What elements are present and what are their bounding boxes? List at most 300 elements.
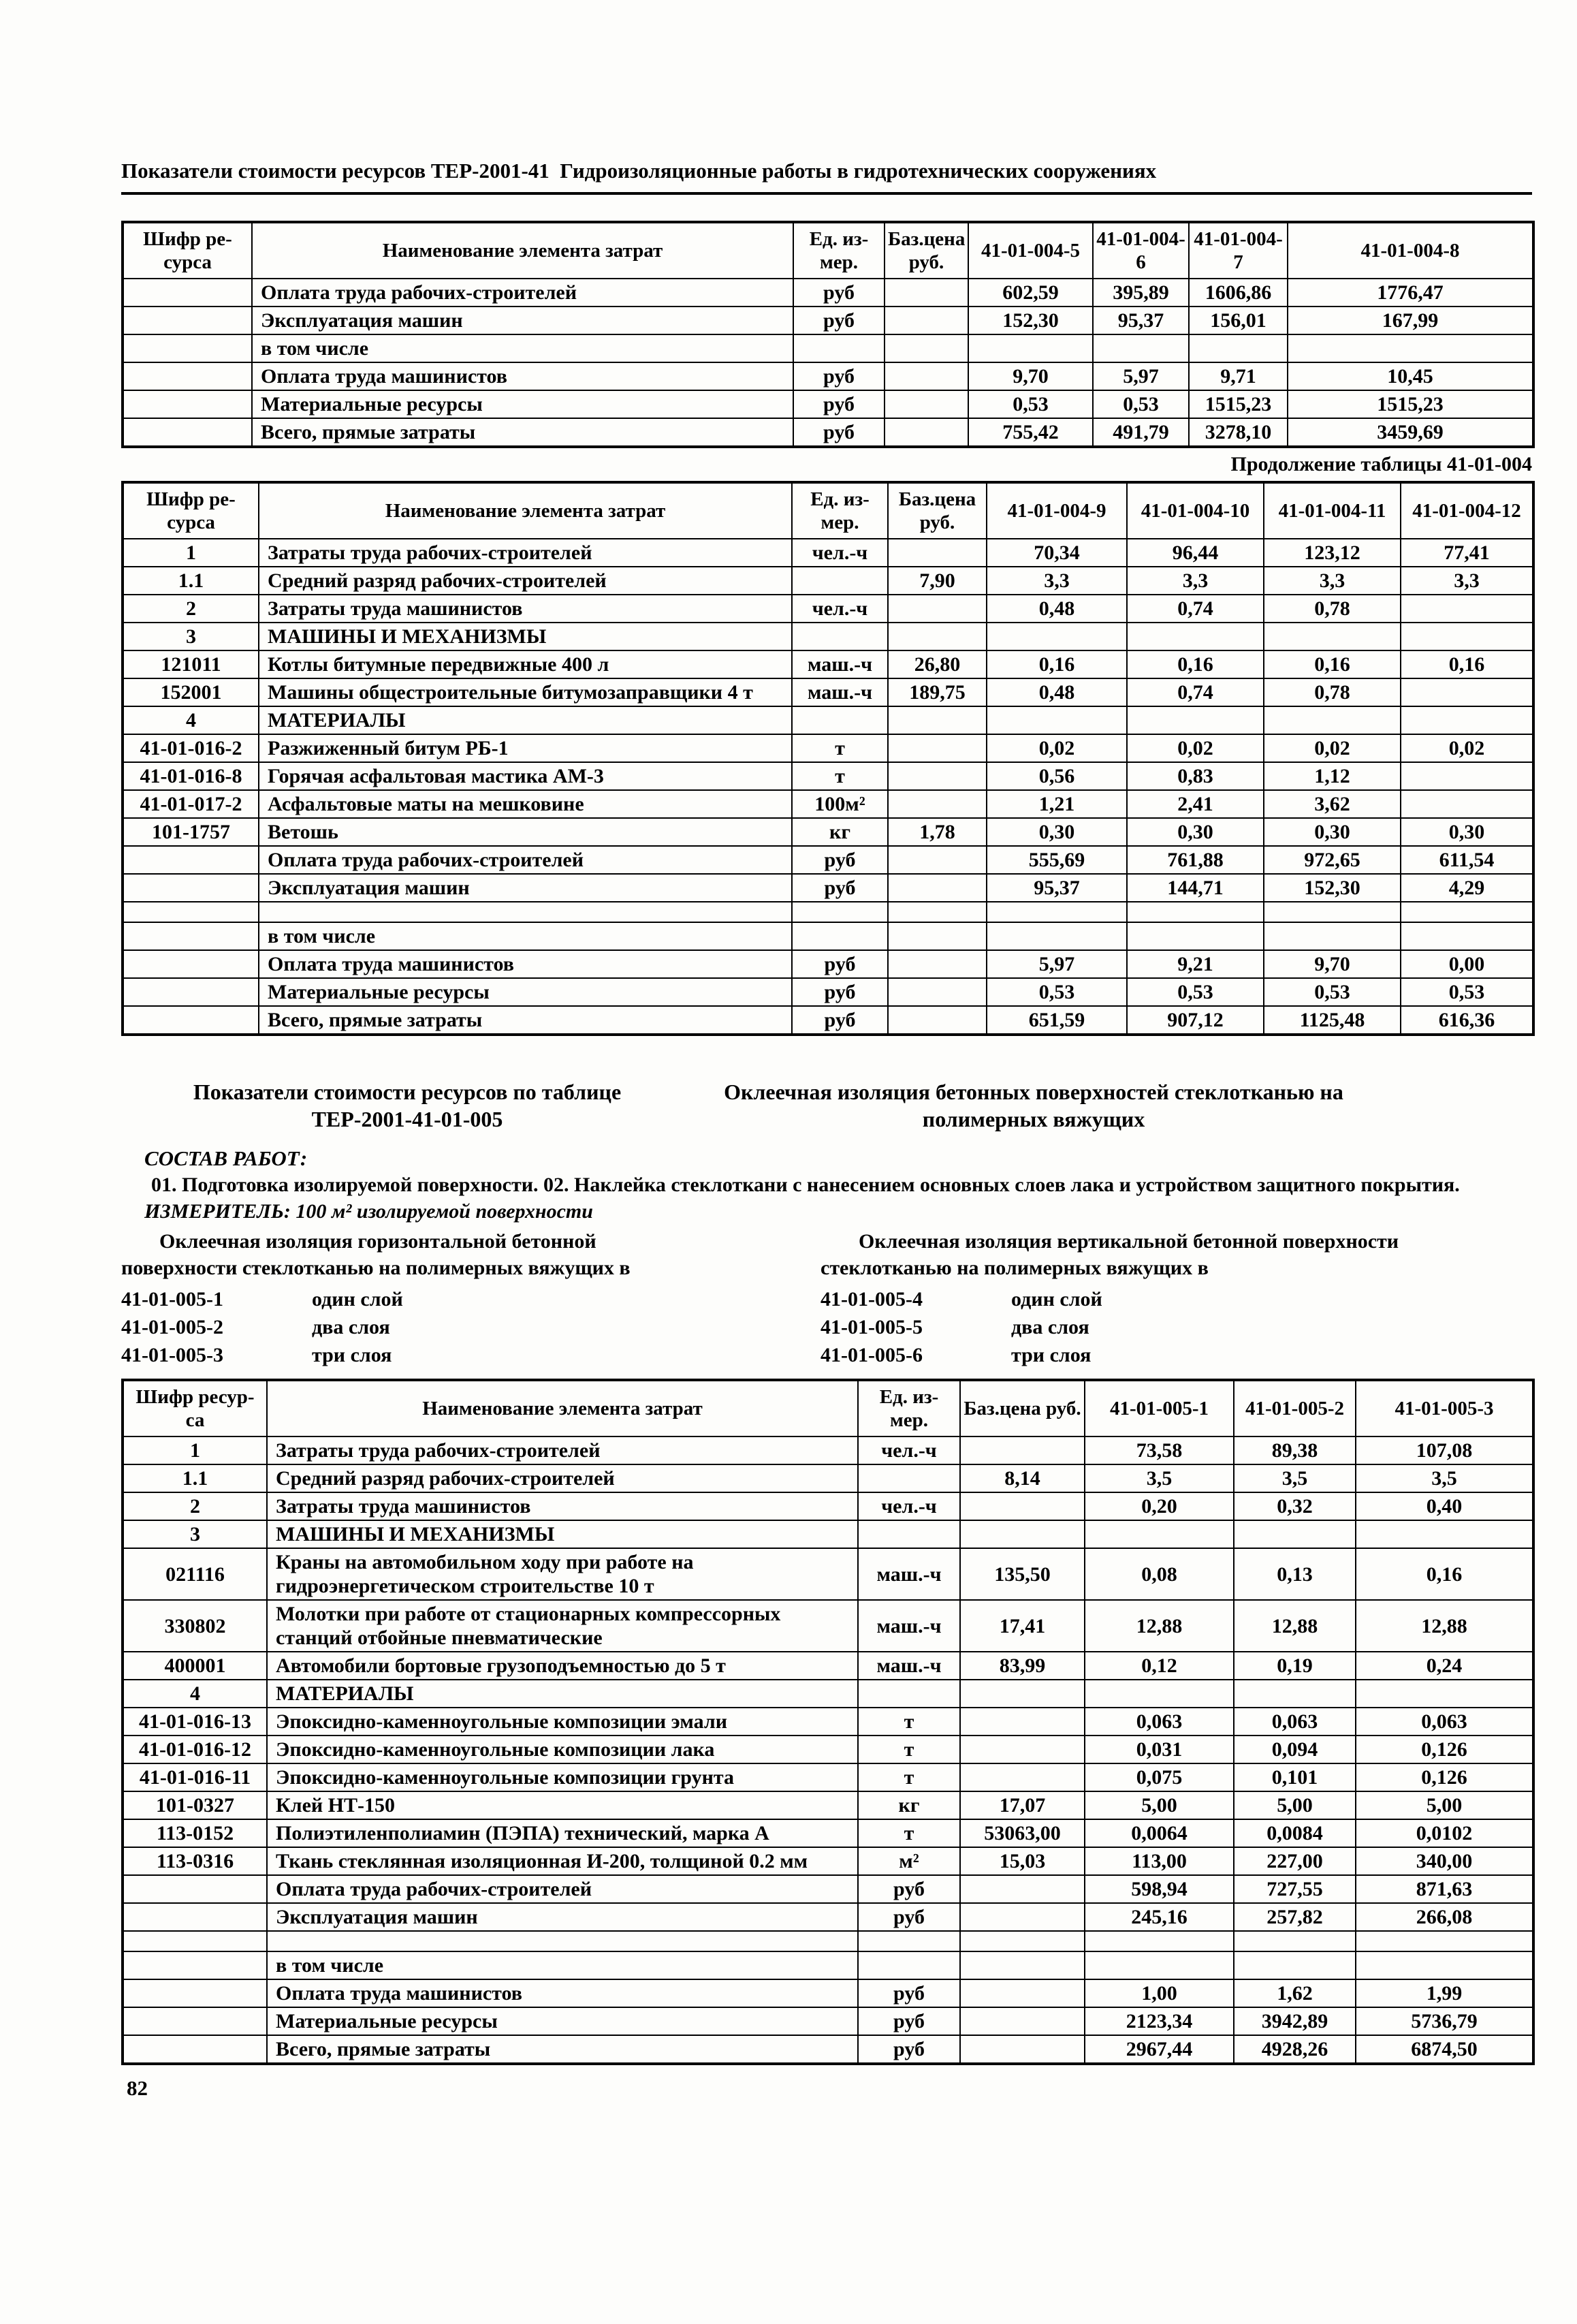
cell-value xyxy=(792,922,888,950)
cell-value: 17,41 xyxy=(960,1600,1085,1652)
cell-value: 189,75 xyxy=(888,678,987,706)
table-row xyxy=(123,650,1533,678)
cell-value: руб xyxy=(793,418,885,447)
cell-value: 8,14 xyxy=(960,1464,1085,1492)
cell-value: 1515,23 xyxy=(1288,390,1533,418)
cell-value: 0,16 xyxy=(1356,1548,1533,1600)
cell-value: 12,88 xyxy=(1085,1600,1234,1652)
variants-right xyxy=(821,1285,1532,1369)
cell-name: Ткань стеклянная изоляционная И-200, толщиной 0.2 мм xyxy=(267,1847,858,1875)
column-header: Шифр ре-сурса xyxy=(123,482,259,539)
table-41-01-004-part2 xyxy=(121,481,1535,1036)
table-row xyxy=(123,623,1533,650)
table-row xyxy=(123,1520,1533,1548)
cell-value: т xyxy=(792,762,888,790)
cell-value: 611,54 xyxy=(1401,846,1533,874)
cell-value xyxy=(1189,334,1288,362)
cell-value xyxy=(888,762,987,790)
cell-value: 10,45 xyxy=(1288,362,1533,390)
cell-value xyxy=(123,390,252,418)
cell-name: МАШИНЫ И МЕХАНИЗМЫ xyxy=(267,1520,858,1548)
cell-name: в том числе xyxy=(267,1951,858,1979)
table-row xyxy=(123,978,1533,1006)
section-title xyxy=(121,1078,1532,1133)
cell-value: 4,29 xyxy=(1401,874,1533,902)
table-row xyxy=(123,1931,1533,1951)
variant-label: три слоя xyxy=(312,1344,392,1366)
cell-value xyxy=(123,1951,267,1979)
cell-value: маш.-ч xyxy=(792,678,888,706)
cell-name: Средний разряд рабочих-строителей xyxy=(267,1464,858,1492)
cell-value: 1776,47 xyxy=(1288,279,1533,307)
cell-value: 17,07 xyxy=(960,1791,1085,1819)
cell-value: 83,99 xyxy=(960,1652,1085,1680)
cell-name: Оплата труда рабочих-строителей xyxy=(252,279,793,307)
cell-value: 95,37 xyxy=(1093,307,1189,334)
cell-value: 0,56 xyxy=(987,762,1127,790)
cell-value xyxy=(1264,706,1401,734)
cell-name: Оплата труда машинистов xyxy=(252,362,793,390)
cell-value: 4928,26 xyxy=(1234,2035,1356,2064)
cell-value: 0,12 xyxy=(1085,1652,1234,1680)
cell-value: 3 xyxy=(123,623,259,650)
cell-value xyxy=(1401,922,1533,950)
cell-value: 41-01-016-11 xyxy=(123,1763,267,1791)
cell-value: 0,48 xyxy=(987,678,1127,706)
section-title-left-line2: ТЕР-2001-41-01-005 xyxy=(311,1107,503,1131)
cell-value: руб xyxy=(792,1006,888,1035)
cell-value xyxy=(987,623,1127,650)
cell-value: 0,78 xyxy=(1264,678,1401,706)
cell-value xyxy=(885,334,968,362)
cell-value xyxy=(960,1875,1085,1903)
cell-value: 0,30 xyxy=(1127,818,1264,846)
cell-value: руб xyxy=(793,307,885,334)
cell-value xyxy=(123,2035,267,2064)
cell-value xyxy=(123,334,252,362)
cell-value: 41-01-017-2 xyxy=(123,790,259,818)
cell-name: Эксплуатация машин xyxy=(252,307,793,334)
cell-name: Ветошь xyxy=(259,818,792,846)
cell-value: 257,82 xyxy=(1234,1903,1356,1931)
cell-name: МАТЕРИАЛЫ xyxy=(267,1680,858,1708)
cell-value: 0,16 xyxy=(1264,650,1401,678)
cell-value: 0,0102 xyxy=(1356,1819,1533,1847)
cell-name: Клей НТ-150 xyxy=(267,1791,858,1819)
cell-value xyxy=(1127,706,1264,734)
cell-value: чел.-ч xyxy=(858,1436,960,1464)
cell-value: 70,34 xyxy=(987,539,1127,567)
cell-value: 9,71 xyxy=(1189,362,1288,390)
cell-value xyxy=(123,978,259,1006)
column-header: Шифр ре-сурса xyxy=(123,222,252,279)
cell-value: 95,37 xyxy=(987,874,1127,902)
cell-value: 340,00 xyxy=(1356,1847,1533,1875)
cell-name: Эксплуатация машин xyxy=(267,1903,858,1931)
cell-value xyxy=(960,1436,1085,1464)
cell-value: руб xyxy=(792,874,888,902)
cell-value xyxy=(858,1931,960,1951)
cell-value xyxy=(1085,1520,1234,1548)
cell-value: 0,13 xyxy=(1234,1548,1356,1600)
cell-value xyxy=(888,902,987,922)
cell-value xyxy=(1401,902,1533,922)
cell-value: 1606,86 xyxy=(1189,279,1288,307)
page-number: 82 xyxy=(127,2076,148,2100)
cell-value: маш.-ч xyxy=(858,1652,960,1680)
cell-value: 598,94 xyxy=(1085,1875,1234,1903)
cell-value xyxy=(1234,1931,1356,1951)
table-row xyxy=(123,902,1533,922)
cell-value xyxy=(858,1520,960,1548)
sostav-rabot-text: 01. Подготовка изолируемой поверхности. 02. Наклейка стеклоткани с нанесением основных слоев лака и устройством защитного покрытия. xyxy=(151,1174,1460,1196)
cell-value: 9,21 xyxy=(1127,950,1264,978)
cell-value xyxy=(123,1979,267,2007)
cell-value xyxy=(888,706,987,734)
column-header: 41-01-005-1 xyxy=(1085,1380,1234,1436)
cell-value xyxy=(1401,762,1533,790)
table-row xyxy=(123,362,1533,390)
table-row xyxy=(123,307,1533,334)
cell-value: руб xyxy=(858,1903,960,1931)
table-row xyxy=(123,1006,1533,1035)
table-row xyxy=(123,1600,1533,1652)
cell-value xyxy=(1127,623,1264,650)
cell-value: 0,02 xyxy=(1264,734,1401,762)
desc-column-right xyxy=(821,1228,1532,1369)
cell-value: 0,0064 xyxy=(1085,1819,1234,1847)
cell-value: 101-1757 xyxy=(123,818,259,846)
cell-value: 0,48 xyxy=(987,595,1127,623)
cell-value: 3942,89 xyxy=(1234,2007,1356,2035)
cell-value: 144,71 xyxy=(1127,874,1264,902)
cell-value xyxy=(1127,922,1264,950)
cell-value: 330802 xyxy=(123,1600,267,1652)
cell-value: 761,88 xyxy=(1127,846,1264,874)
table-row xyxy=(123,1464,1533,1492)
cell-value xyxy=(960,1708,1085,1736)
cell-value: 0,126 xyxy=(1356,1763,1533,1791)
cell-value: 0,53 xyxy=(1401,978,1533,1006)
cell-value: 1,99 xyxy=(1356,1979,1533,2007)
cell-value xyxy=(1401,595,1533,623)
cell-value xyxy=(885,418,968,447)
cell-name: Котлы битумные передвижные 400 л xyxy=(259,650,792,678)
cell-value: 3,5 xyxy=(1085,1464,1234,1492)
cell-value: 3,3 xyxy=(987,567,1127,595)
variant-code: 41-01-005-3 xyxy=(121,1344,223,1366)
cell-value: т xyxy=(792,734,888,762)
cell-value xyxy=(888,623,987,650)
cell-value: маш.-ч xyxy=(858,1548,960,1600)
column-header: 41-01-004-11 xyxy=(1264,482,1401,539)
cell-value xyxy=(885,390,968,418)
cell-value: 3,3 xyxy=(1264,567,1401,595)
cell-value: 5,00 xyxy=(1085,1791,1234,1819)
cell-name: Затраты труда рабочих-строителей xyxy=(259,539,792,567)
cell-value: т xyxy=(858,1736,960,1763)
cell-value: 41-01-016-2 xyxy=(123,734,259,762)
cell-name: Всего, прямые затраты xyxy=(259,1006,792,1035)
variant-row xyxy=(121,1313,700,1341)
cell-name: Средний разряд рабочих-строителей xyxy=(259,567,792,595)
cell-value: 73,58 xyxy=(1085,1436,1234,1464)
cell-value xyxy=(1085,1951,1234,1979)
cell-name: МАТЕРИАЛЫ xyxy=(259,706,792,734)
cell-value: 4 xyxy=(123,1680,267,1708)
cell-value xyxy=(1288,334,1533,362)
cell-value xyxy=(123,846,259,874)
table-row xyxy=(123,1819,1533,1847)
table-row xyxy=(123,818,1533,846)
cell-value xyxy=(123,874,259,902)
cell-value xyxy=(1234,1951,1356,1979)
table-41-01-005 xyxy=(121,1379,1535,2065)
cell-value: 0,063 xyxy=(1234,1708,1356,1736)
cell-value xyxy=(858,1951,960,1979)
cell-value: 0,53 xyxy=(1127,978,1264,1006)
table-row xyxy=(123,279,1533,307)
table-row xyxy=(123,762,1533,790)
cell-value xyxy=(987,902,1127,922)
cell-name: Оплата труда машинистов xyxy=(267,1979,858,2007)
cell-name: Материальные ресурсы xyxy=(259,978,792,1006)
desc-right-text: Оклеечная изоляция вертикальной бетонной поверхности стеклотканью на полимерных вяжущих в xyxy=(821,1230,1399,1279)
cell-value xyxy=(1234,1520,1356,1548)
column-header: Ед. из-мер. xyxy=(858,1380,960,1436)
section-title-left xyxy=(121,1078,693,1133)
cell-value: 907,12 xyxy=(1127,1006,1264,1035)
variant-label: три слоя xyxy=(1011,1344,1092,1366)
column-header: 41-01-004-10 xyxy=(1127,482,1264,539)
column-header: 41-01-004-12 xyxy=(1401,482,1533,539)
cell-value: 972,65 xyxy=(1264,846,1401,874)
table-row xyxy=(123,678,1533,706)
column-header: Наименование элемента затрат xyxy=(252,222,793,279)
cell-value: 123,12 xyxy=(1264,539,1401,567)
cell-value: руб xyxy=(793,362,885,390)
cell-value: 0,74 xyxy=(1127,678,1264,706)
cell-value: 1,00 xyxy=(1085,1979,1234,2007)
cell-value: 4 xyxy=(123,706,259,734)
cell-value xyxy=(792,706,888,734)
column-header: Баз.цена руб. xyxy=(885,222,968,279)
cell-value: 0,101 xyxy=(1234,1763,1356,1791)
cell-value: 0,16 xyxy=(1127,650,1264,678)
column-header: Баз.цена руб. xyxy=(888,482,987,539)
table-row xyxy=(123,595,1533,623)
table-row xyxy=(123,1763,1533,1791)
cell-value xyxy=(987,922,1127,950)
variant-code: 41-01-005-4 xyxy=(821,1288,923,1310)
cell-name: Оплата труда рабочих-строителей xyxy=(267,1875,858,1903)
column-header: Ед. из-мер. xyxy=(793,222,885,279)
cell-value: 0,78 xyxy=(1264,595,1401,623)
cell-value: 2,41 xyxy=(1127,790,1264,818)
cell-value xyxy=(968,334,1093,362)
cell-value: 152,30 xyxy=(968,307,1093,334)
variant-descriptions xyxy=(121,1228,1532,1369)
variant-code: 41-01-005-1 xyxy=(121,1288,223,1310)
cell-value: 0,53 xyxy=(1093,390,1189,418)
cell-value: т xyxy=(858,1763,960,1791)
cell-value: 0,126 xyxy=(1356,1736,1533,1763)
cell-value: 15,03 xyxy=(960,1847,1085,1875)
cell-name: Разжиженный битум РБ-1 xyxy=(259,734,792,762)
cell-value xyxy=(792,567,888,595)
cell-value xyxy=(960,1931,1085,1951)
table-row xyxy=(123,922,1533,950)
cell-value: маш.-ч xyxy=(858,1600,960,1652)
cell-value: 113-0316 xyxy=(123,1847,267,1875)
cell-value: 100м² xyxy=(792,790,888,818)
table-row xyxy=(123,734,1533,762)
cell-value: 3,5 xyxy=(1234,1464,1356,1492)
cell-value xyxy=(960,1492,1085,1520)
cell-name: Эпоксидно-каменноугольные композиции грунта xyxy=(267,1763,858,1791)
column-header: 41-01-005-2 xyxy=(1234,1380,1356,1436)
cell-value xyxy=(960,1520,1085,1548)
cell-value: 167,99 xyxy=(1288,307,1533,334)
cell-name: Автомобили бортовые грузоподъемностью до 5 т xyxy=(267,1652,858,1680)
cell-value xyxy=(123,922,259,950)
column-header: Наименование элемента затрат xyxy=(267,1380,858,1436)
cell-value xyxy=(885,279,968,307)
cell-value: 0,094 xyxy=(1234,1736,1356,1763)
cell-name xyxy=(259,902,792,922)
cell-value: 1.1 xyxy=(123,567,259,595)
table-row xyxy=(123,1903,1533,1931)
cell-value xyxy=(1401,678,1533,706)
section-title-right: Оклеечная изоляция бетонных поверхностей стеклотканью на полимерных вяжущих xyxy=(724,1080,1343,1131)
cell-value: м² xyxy=(858,1847,960,1875)
table-header-row xyxy=(123,222,1533,279)
cell-value xyxy=(888,595,987,623)
cell-value xyxy=(1356,1680,1533,1708)
cell-name: в том числе xyxy=(259,922,792,950)
cell-value xyxy=(123,362,252,390)
cell-value xyxy=(888,950,987,978)
cell-value: 0,02 xyxy=(1401,734,1533,762)
cell-name: МАШИНЫ И МЕХАНИЗМЫ xyxy=(259,623,792,650)
cell-value xyxy=(1085,1680,1234,1708)
table-header-row xyxy=(123,1380,1533,1436)
cell-value xyxy=(123,1006,259,1035)
cell-value xyxy=(888,734,987,762)
cell-name: Эпоксидно-каменноугольные композиции эмали xyxy=(267,1708,858,1736)
cell-name: Материальные ресурсы xyxy=(252,390,793,418)
cell-value: руб xyxy=(792,950,888,978)
cell-value: 0,16 xyxy=(1401,650,1533,678)
variant-label: один слой xyxy=(312,1288,403,1310)
continuation-note: Продолжение таблицы 41-01-004 xyxy=(1230,453,1532,475)
cell-value: 0,02 xyxy=(987,734,1127,762)
cell-value: 3459,69 xyxy=(1288,418,1533,447)
cell-value: 616,36 xyxy=(1401,1006,1533,1035)
cell-value: руб xyxy=(793,390,885,418)
cell-value xyxy=(123,307,252,334)
cell-value xyxy=(1085,1931,1234,1951)
cell-value xyxy=(1356,1951,1533,1979)
cell-value: 245,16 xyxy=(1085,1903,1234,1931)
cell-value: кг xyxy=(792,818,888,846)
cell-value: 3,3 xyxy=(1401,567,1533,595)
variant-label: два слоя xyxy=(312,1316,390,1338)
cell-value: 12,88 xyxy=(1356,1600,1533,1652)
cell-value: 3 xyxy=(123,1520,267,1548)
cell-value xyxy=(888,539,987,567)
cell-value: 3,3 xyxy=(1127,567,1264,595)
cell-value: 26,80 xyxy=(888,650,987,678)
cell-value: 0,20 xyxy=(1085,1492,1234,1520)
cell-value: чел.-ч xyxy=(792,595,888,623)
izmeritel-line xyxy=(144,1198,1532,1225)
cell-value: 1,78 xyxy=(888,818,987,846)
cell-value: 395,89 xyxy=(1093,279,1189,307)
cell-value xyxy=(1356,1520,1533,1548)
table-row xyxy=(123,1436,1533,1464)
cell-value: кг xyxy=(858,1791,960,1819)
variant-code: 41-01-005-6 xyxy=(821,1344,923,1366)
cell-value: 0,30 xyxy=(1401,818,1533,846)
cell-value xyxy=(960,1951,1085,1979)
cell-name: Всего, прямые затраты xyxy=(252,418,793,447)
cell-value: 602,59 xyxy=(968,279,1093,307)
table-row xyxy=(123,790,1533,818)
cell-value xyxy=(792,902,888,922)
table-row xyxy=(123,1791,1533,1819)
variant-row xyxy=(121,1285,700,1313)
table-row xyxy=(123,846,1533,874)
cell-value: 89,38 xyxy=(1234,1436,1356,1464)
table-row xyxy=(123,1847,1533,1875)
cell-value: 0,30 xyxy=(1264,818,1401,846)
cell-value: 871,63 xyxy=(1356,1875,1533,1903)
cell-value: 113,00 xyxy=(1085,1847,1234,1875)
cell-name: Оплата труда машинистов xyxy=(259,950,792,978)
cell-value: 2123,34 xyxy=(1085,2007,1234,2035)
cell-value: 0,74 xyxy=(1127,595,1264,623)
cell-name: Всего, прямые затраты xyxy=(267,2035,858,2064)
table-row xyxy=(123,539,1533,567)
cell-value: 651,59 xyxy=(987,1006,1127,1035)
column-header: Баз.цена руб. xyxy=(960,1380,1085,1436)
variant-label: два слоя xyxy=(1011,1316,1089,1338)
cell-value: 0,53 xyxy=(968,390,1093,418)
cell-value xyxy=(123,902,259,922)
cell-value: 2967,44 xyxy=(1085,2035,1234,2064)
cell-value xyxy=(1401,706,1533,734)
cell-value xyxy=(1093,334,1189,362)
cell-value: 152,30 xyxy=(1264,874,1401,902)
cell-value xyxy=(792,623,888,650)
cell-value: маш.-ч xyxy=(792,650,888,678)
cell-name: Машины общестроительные битумозаправщики 4 т xyxy=(259,678,792,706)
cell-name: Эпоксидно-каменноугольные композиции лака xyxy=(267,1736,858,1763)
cell-name: Полиэтиленполиамин (ПЭПА) технический, марка А xyxy=(267,1819,858,1847)
table-row xyxy=(123,1492,1533,1520)
table-row xyxy=(123,1736,1533,1763)
cell-value: 400001 xyxy=(123,1652,267,1680)
variants-left xyxy=(121,1285,700,1369)
cell-value: 0,063 xyxy=(1085,1708,1234,1736)
variant-row xyxy=(121,1341,700,1369)
cell-name: Эксплуатация машин xyxy=(259,874,792,902)
izmeritel-text: 100 м² изолируемой поверхности xyxy=(296,1200,593,1223)
cell-value xyxy=(1401,790,1533,818)
cell-value: 0,02 xyxy=(1127,734,1264,762)
cell-value: т xyxy=(858,1819,960,1847)
